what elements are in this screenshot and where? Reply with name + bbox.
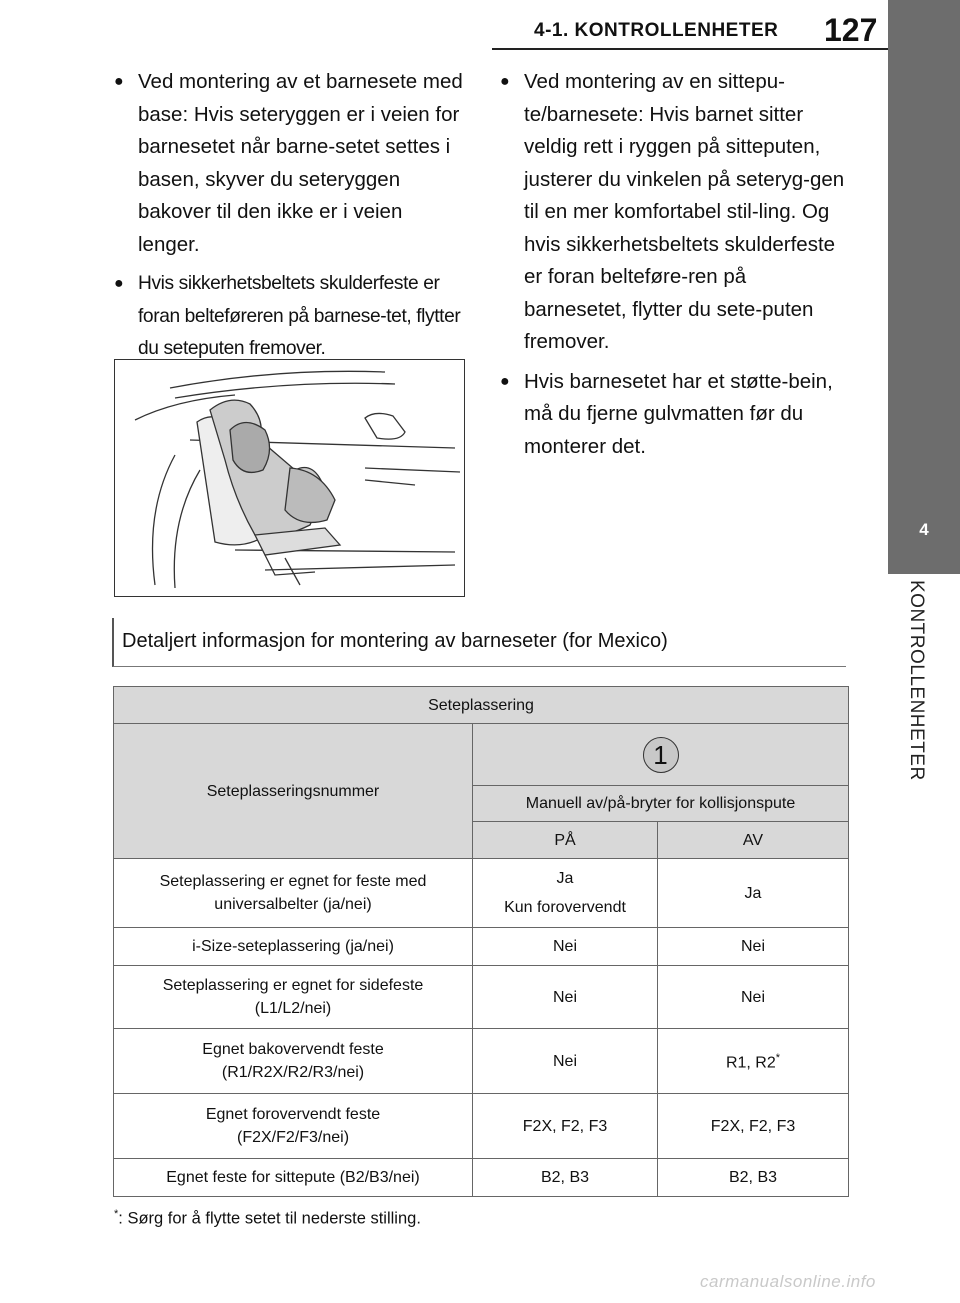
section-title: 4-1. KONTROLLENHETER (534, 20, 779, 41)
row-label-line: Egnet bakovervendt feste (202, 1041, 384, 1058)
row-off-value: Nei (658, 966, 849, 1029)
row-off-text: R1, R2 (725, 1054, 776, 1072)
row-label-line: Egnet forovervendt feste (205, 1106, 381, 1123)
side-tab-bar (888, 0, 960, 480)
row-on-line: Ja (556, 870, 574, 887)
child-seat-drawing (115, 360, 464, 596)
row-label: Egnet feste for sittepute (B2/B3/nei) (114, 1159, 473, 1197)
row-label (114, 859, 473, 928)
seat-number-label: Seteplasseringsnummer (114, 724, 473, 859)
seat-number-cell (473, 724, 849, 786)
row-label (114, 1094, 473, 1159)
row-label-line: universalbelter (ja/nei) (214, 896, 372, 913)
info-heading (112, 618, 846, 667)
bullet-item (114, 268, 464, 366)
row-label: i-Size-seteplassering (ja/nei) (114, 928, 473, 966)
footnote-mark: * (114, 1208, 119, 1220)
chapter-label-box (896, 580, 936, 810)
chapter-label: KONTROLLENHETER (906, 580, 927, 781)
right-column (500, 66, 850, 470)
table-title: Seteplassering (114, 687, 849, 724)
bullet-text: Hvis barnesetet har et støtte-bein, må du fjerne gulvmatten før du monterer det. (524, 369, 833, 458)
row-off-value: B2, B3 (658, 1159, 849, 1197)
row-on-value: Nei (473, 1029, 658, 1094)
table-row (114, 1029, 849, 1094)
row-label (114, 1029, 473, 1094)
row-label (114, 966, 473, 1029)
left-column (114, 66, 464, 373)
row-on-line: Kun forovervendt (504, 899, 626, 916)
table-row (114, 1094, 849, 1159)
bullet-item (114, 66, 464, 261)
table-row (114, 928, 849, 966)
footnote-marker: * (775, 1052, 781, 1065)
table-row (114, 859, 849, 928)
row-on-value: Nei (473, 928, 658, 966)
bullet-dot-icon: ● (114, 73, 124, 90)
table-row (114, 1159, 849, 1197)
bullet-text: Ved montering av en sittepu-te/barnesete: Hvis barnet sitter veldig rett i ryggen på sitteputen, justerer du vinkelen på seteryg-gen til en mer komfortabel stil-ling. Og hvis sikkerhetsbeltets skulderfeste er foran belteføre-ren på barnesetet, flytter du sete-puten fremover. (524, 70, 845, 353)
watermark: carmanualsonline.info (700, 1272, 876, 1291)
row-on-value: F2X, F2, F3 (473, 1094, 658, 1159)
airbag-switch-label: Manuell av/på-bryter for kollisjonspute (473, 786, 849, 822)
info-heading-text: Detaljert informasjon for montering av barneseter (for Mexico) (122, 630, 668, 652)
row-label-line: (L1/L2/nei) (254, 1000, 332, 1017)
header-rule (492, 48, 888, 50)
bullet-dot-icon: ● (114, 275, 124, 292)
seat-position-table (113, 686, 849, 1197)
bullet-dot-icon: ● (500, 73, 510, 90)
row-off-value: F2X, F2, F3 (658, 1094, 849, 1159)
row-label-line: Seteplassering er egnet for feste med (159, 873, 427, 890)
bullet-dot-icon: ● (500, 372, 510, 390)
col-on-header: PÅ (473, 822, 658, 859)
seat-number-badge: 1 (643, 737, 679, 773)
bullet-item (500, 366, 850, 464)
row-label-line: (F2X/F2/F3/nei) (236, 1129, 350, 1146)
row-off-value (658, 1029, 849, 1094)
chapter-number: 4 (919, 520, 929, 539)
table-row (114, 966, 849, 1029)
footnote (114, 1208, 421, 1229)
bullet-text: Ved montering av et barnesete med base: Hvis seteryggen er i veien for barnesetet når barne-setet settes i basen, skyver du seteryggen bakover til den ikke er i veien lenger. (138, 70, 463, 256)
row-off-value: Ja (658, 859, 849, 928)
row-on-value: B2, B3 (473, 1159, 658, 1197)
row-on-value (473, 859, 658, 928)
row-on-value: Nei (473, 966, 658, 1029)
footnote-text: : Sørg for å flytte setet til nederste stilling. (118, 1209, 421, 1228)
page-number: 127 (824, 12, 878, 48)
bullet-item (500, 66, 850, 359)
child-seat-illustration (114, 359, 465, 597)
bullet-text: Hvis sikkerhetsbeltets skulderfeste er foran belteføreren på barnese-tet, flytter du seteputen fremover. (138, 273, 461, 359)
col-off-header: AV (658, 822, 849, 859)
row-label-line: (R1/R2X/R2/R3/nei) (221, 1064, 365, 1081)
row-label-line: Seteplassering er egnet for sidefeste (162, 977, 424, 994)
chapter-number-tab (888, 480, 960, 574)
row-off-value: Nei (658, 928, 849, 966)
